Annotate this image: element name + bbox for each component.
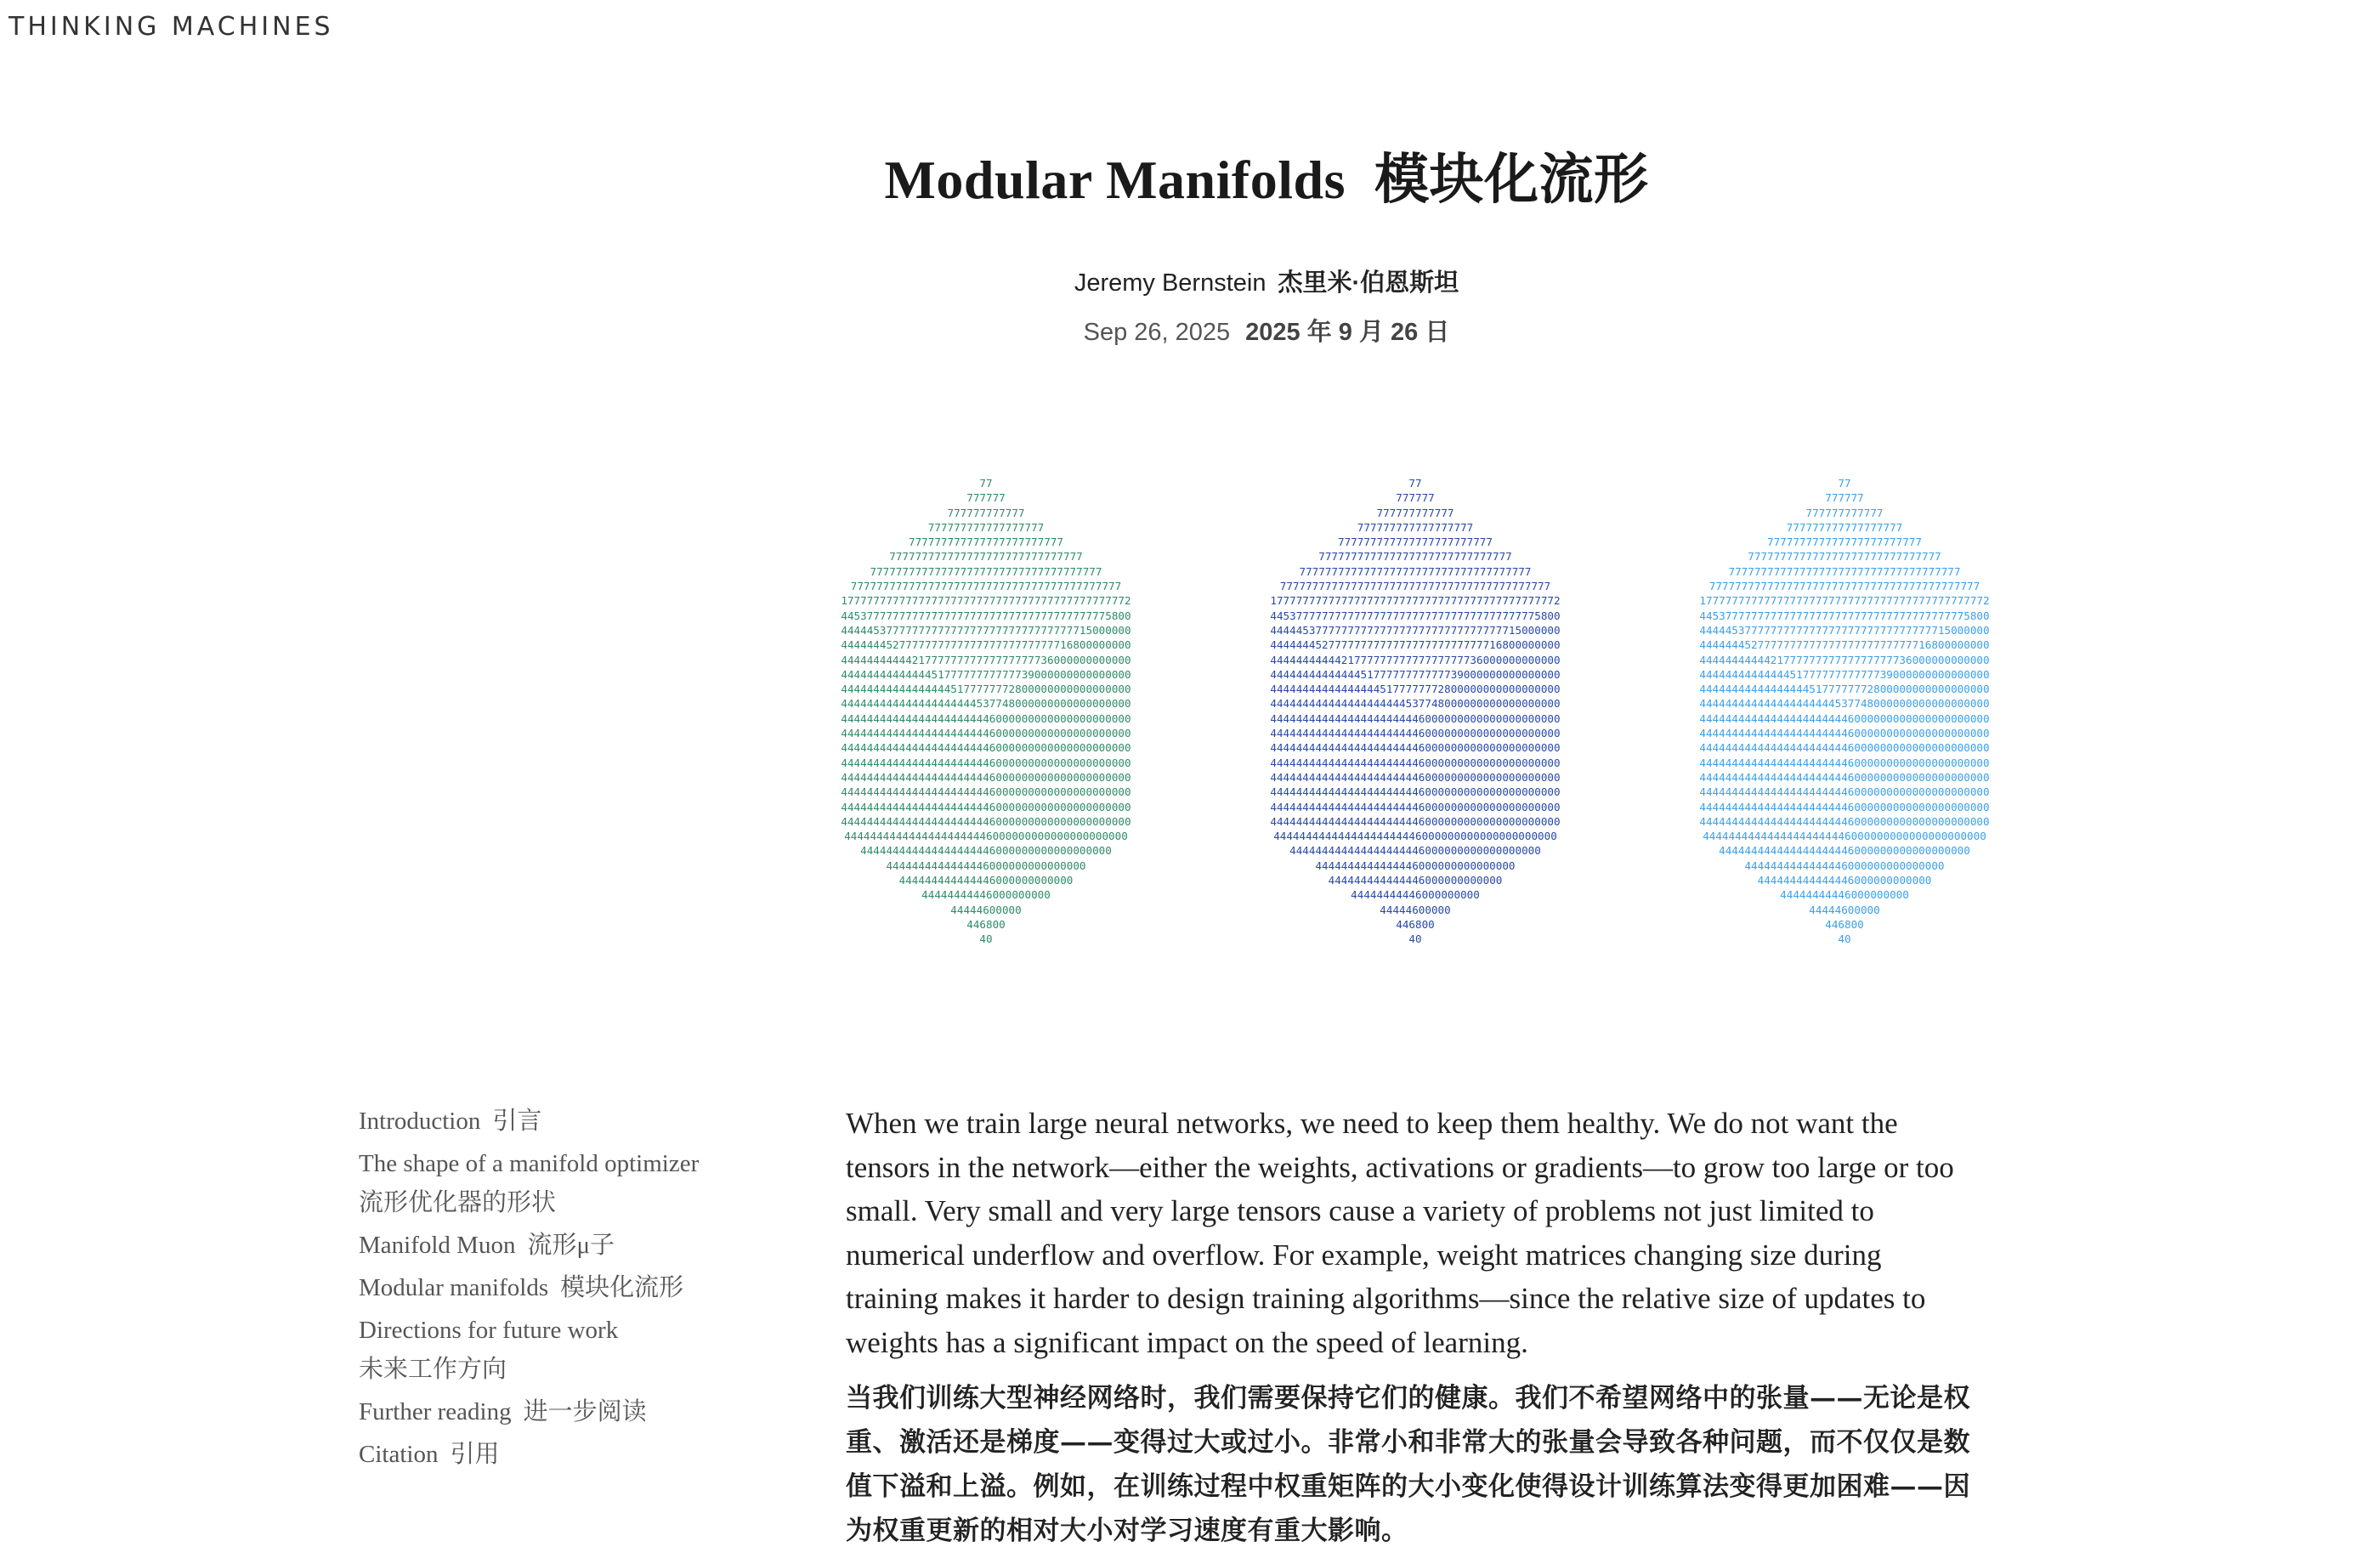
toc-label-en: Modular manifolds xyxy=(359,1274,549,1301)
ascii-sphere-light-blue: 77 777777 777777777777 777777777777777777 777777777777777777777777 777777777777777777777777777777 777777777777777777777777777777777777 777777777777777777777777777777777777777777 177777777777777777777777777777777777777777772 445377777777777777777777777777777777777775800 444445377777777777777777777777777777715000000 444444452777777777777777777777777716800000000 444444444442177777777777777777736000000000000 444444444444445177777777777739000000000000000 444444444444444445177777772800000000000000000 444444444444444444444537748000000000000000000 444444444444444444444446000000000000000000000 444444444444444444444446000000000000000000000 444444444444444444444446000000000000000000000 444444444444444444444446000000000000000000000 444444444444444444444446000000000000000000000 444444444444444444444446000000000000000000000 444444444444444444444446000000000000000000000 444444444444444444444446000000000000000000000 44444444444444444444446000000000000000000000 444444444444444444446000000000000000000 4444444444444446000000000000000 444444444444446000000000000 44444444446000000000 44444600000 446800 40 xyxy=(1699,477,1990,946)
date-en: Sep 26, 2025 xyxy=(1083,319,1231,346)
toc-link-citation[interactable] xyxy=(359,1438,801,1470)
toc-label-zh: 未来工作方向 xyxy=(359,1356,507,1383)
toc-label-zh: 流形μ子 xyxy=(527,1232,615,1259)
toc-label-en: Citation xyxy=(359,1441,439,1468)
title-block xyxy=(0,136,2380,214)
table-of-contents xyxy=(359,1105,801,1481)
title-zh: 模块化流形 xyxy=(1374,150,1649,210)
toc-label-en: Manifold Muon xyxy=(359,1232,516,1259)
intro-paragraph-zh: 当我们训练大型神经网络时，我们需要保持它们的健康。我们不希望网络中的张量——无论是权重、激活还是梯度——变得过大或过小。非常小和非常大的张量会导致各种问题，而不仅仅是数值下溢和上溢。例如，在训练过程中权重矩阵的大小变化使得设计训练算法变得更加困难——因为权重更新的相对大小对学习速度有重大影响。 xyxy=(846,1383,1970,1546)
toc-label-zh: 模块化流形 xyxy=(560,1274,684,1301)
date-zh: 2025 年 9 月 26 日 xyxy=(1245,319,1450,346)
ascii-sphere-blue: 77 777777 777777777777 777777777777777777 777777777777777777777777 777777777777777777777777777777 777777777777777777777777777777777777 777777777777777777777777777777777777777777 177777777777777777777777777777777777777777772 445377777777777777777777777777777777777775800 444445377777777777777777777777777777715000000 444444452777777777777777777777777716800000000 444444444442177777777777777777736000000000000 444444444444445177777777777739000000000000000 444444444444444445177777772800000000000000000 444444444444444444444537748000000000000000000 444444444444444444444446000000000000000000000 444444444444444444444446000000000000000000000 444444444444444444444446000000000000000000000 444444444444444444444446000000000000000000000 444444444444444444444446000000000000000000000 444444444444444444444446000000000000000000000 444444444444444444444446000000000000000000000 444444444444444444444446000000000000000000000 44444444444444444444446000000000000000000000 444444444444444444446000000000000000000 4444444444444446000000000000000 444444444444446000000000000 44444444446000000000 44444600000 446800 40 xyxy=(1270,477,1561,946)
intro-paragraph-en: When we train large neural networks, we need to keep them healthy. We do not want the tensors in the network—either the weights, activations or gradients—to grow too large or too small. Very small and very large tensors cause a variety of problems not just limited to numerical underflow and overflow. For example, weight matrices changing size during training makes it harder to design training algorithms—since the relative size of updates to weights has a significant impact on the speed of learning. xyxy=(846,1107,1954,1359)
toc-link-future-work[interactable] xyxy=(359,1314,801,1386)
toc-link-manifold-optimizer[interactable] xyxy=(359,1148,801,1219)
article-body xyxy=(846,1102,1976,1553)
author-en: Jeremy Bernstein xyxy=(1074,269,1266,297)
toc-link-further-reading[interactable] xyxy=(359,1396,801,1428)
toc-label-en: Introduction xyxy=(359,1108,481,1135)
toc-link-manifold-muon[interactable] xyxy=(359,1229,801,1261)
toc-link-modular-manifolds[interactable] xyxy=(359,1272,801,1304)
title-en: Modular Manifolds xyxy=(884,150,1346,210)
toc-label-zh: 流形优化器的形状 xyxy=(359,1189,557,1216)
hero-figure xyxy=(799,476,2023,969)
site-logo-link[interactable]: THINKING MACHINES xyxy=(8,12,334,42)
toc-label-en: The shape of a manifold optimizer xyxy=(359,1150,700,1177)
toc-label-en: Directions for future work xyxy=(359,1317,619,1344)
author-zh: 杰里米·伯恩斯坦 xyxy=(1278,269,1459,297)
page-title xyxy=(885,136,1649,214)
toc-label-zh: 引言 xyxy=(492,1108,542,1135)
toc-label-en: Further reading xyxy=(359,1398,512,1425)
ascii-sphere-green: 77 777777 777777777777 777777777777777777 777777777777777777777777 777777777777777777777777777777 777777777777777777777777777777777777 777777777777777777777777777777777777777777 177777777777777777777777777777777777777777772 445377777777777777777777777777777777777775800 444445377777777777777777777777777777715000000 444444452777777777777777777777777716800000000 444444444442177777777777777777736000000000000 444444444444445177777777777739000000000000000 444444444444444445177777772800000000000000000 444444444444444444444537748000000000000000000 444444444444444444444446000000000000000000000 444444444444444444444446000000000000000000000 444444444444444444444446000000000000000000000 444444444444444444444446000000000000000000000 444444444444444444444446000000000000000000000 444444444444444444444446000000000000000000000 444444444444444444444446000000000000000000000 444444444444444444444446000000000000000000000 44444444444444444444446000000000000000000000 444444444444444444446000000000000000000 4444444444444446000000000000000 444444444444446000000000000 44444444446000000000 44444600000 446800 40 xyxy=(841,477,1131,946)
toc-label-zh: 引用 xyxy=(450,1441,500,1468)
toc-label-zh: 进一步阅读 xyxy=(523,1398,647,1425)
publish-date xyxy=(0,313,2380,348)
author-line xyxy=(0,264,2380,298)
toc-link-introduction[interactable] xyxy=(359,1105,801,1137)
